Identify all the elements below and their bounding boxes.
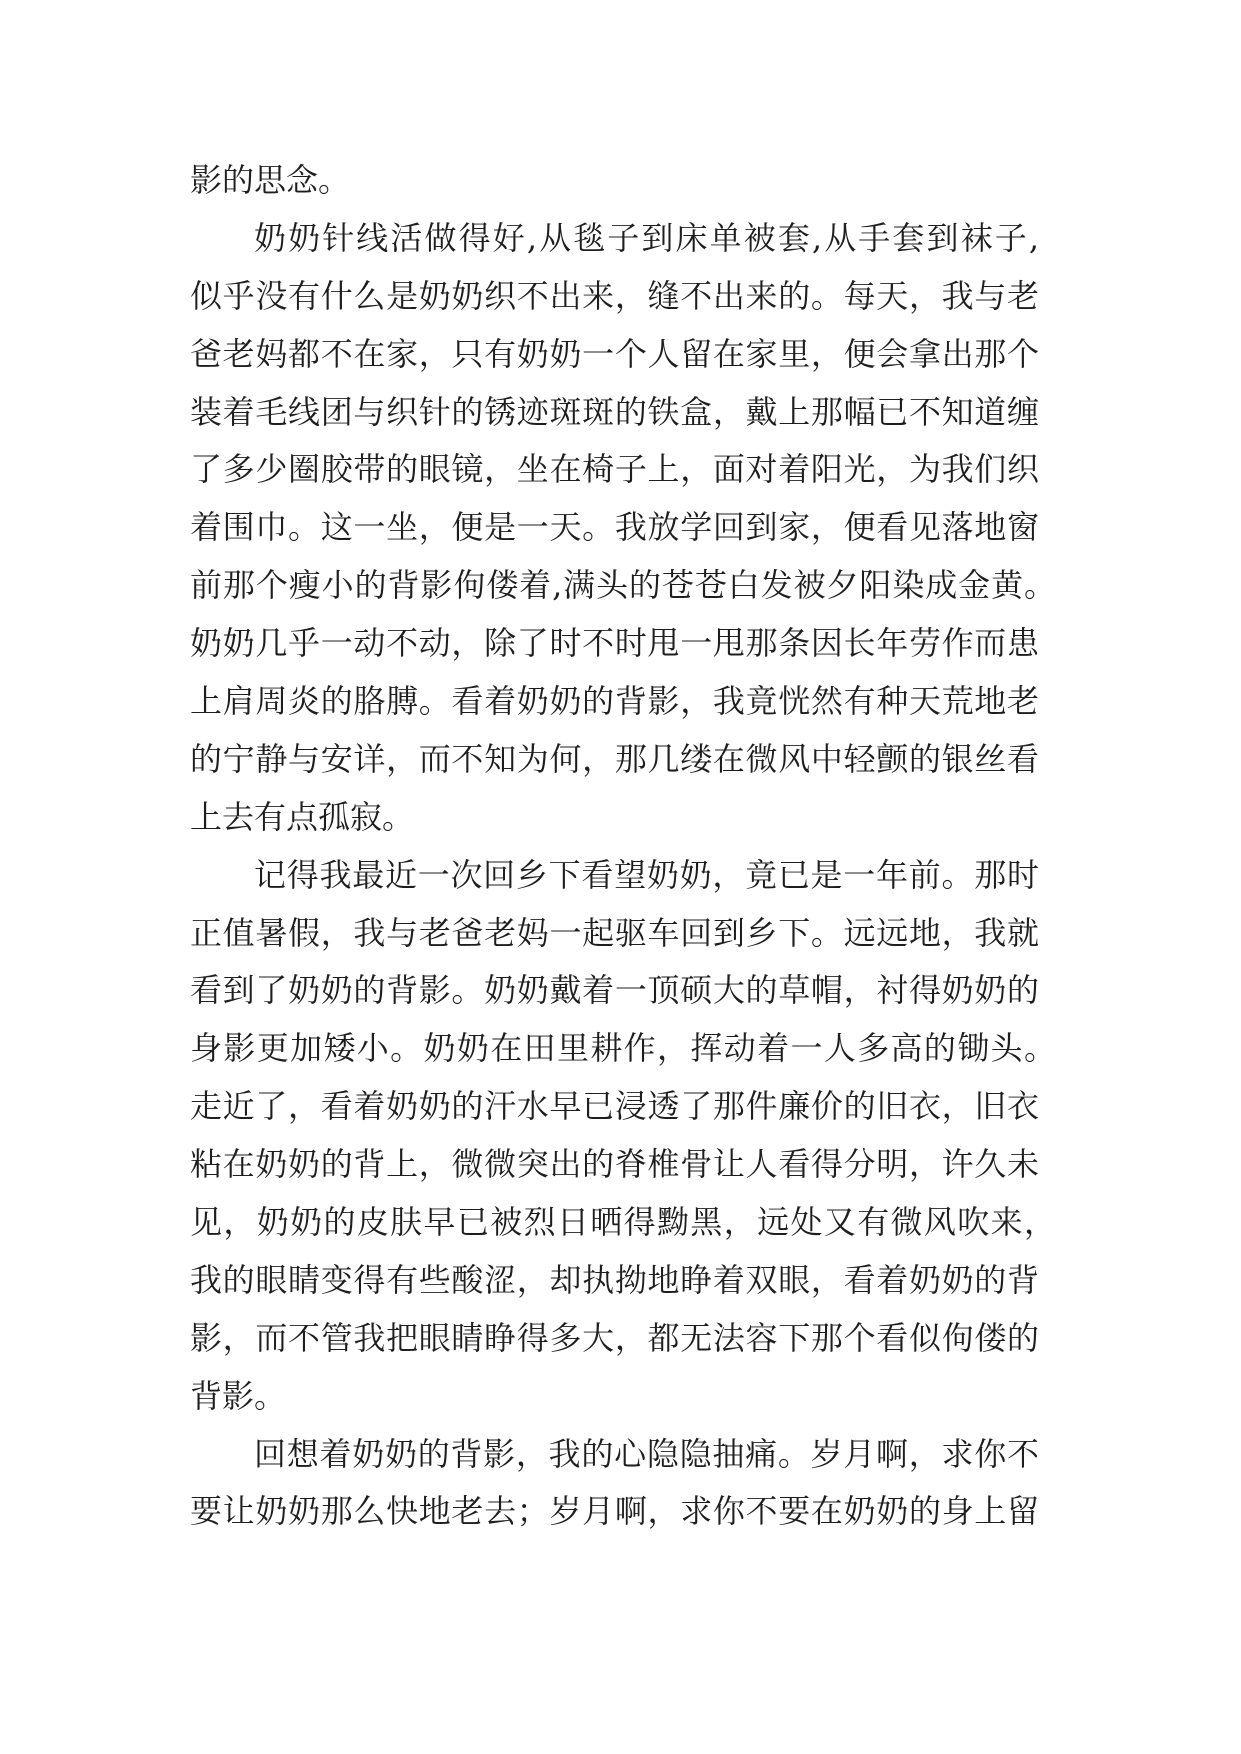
text-line: 我的眼睛变得有些酸涩，却执拗地睁着双眼，看着奶奶的背: [190, 1260, 1039, 1299]
text-line: 上肩周炎的胳膊。看着奶奶的背影，我竟恍然有种天荒地老: [190, 682, 1039, 721]
text-line: 似乎没有什么是奶奶织不出来，缝不出来的。每天，我与老: [190, 276, 1039, 315]
text-line: 要让奶奶那么快地老去；岁月啊，求你不要在奶奶的身上留: [190, 1492, 1039, 1531]
text-line: 记得我最近一次回乡下看望奶奶，竟已是一年前。那时: [254, 855, 1039, 894]
text-line: 回想着奶奶的背影，我的心隐隐抽痛。岁月啊，求你不: [254, 1434, 1039, 1473]
text-line: 正值暑假，我与老爸老妈一起驱车回到乡下。远远地，我就: [190, 913, 1039, 952]
paragraph: [190, 1426, 1060, 1542]
text-line: 着围巾。这一坐，便是一天。我放学回到家，便看见落地窗: [190, 508, 1039, 547]
paragraph: [190, 210, 1060, 847]
text-line: 看到了奶奶的背影。奶奶戴着一顶硕大的草帽，衬得奶奶的: [190, 971, 1039, 1010]
text-line: 前那个瘦小的背影佝偻着,满头的苍苍白发被夕阳染成金黄。: [190, 566, 1056, 605]
text-line: 见，奶奶的皮肤早已被烈日晒得黝黑，远处又有微风吹来，: [190, 1203, 1056, 1242]
text-line: 上去有点孤寂。: [190, 797, 415, 836]
text-line: 奶奶几乎一动不动，除了时不时甩一甩那条因长年劳作而患: [190, 624, 1039, 663]
text-line: 影，而不管我把眼睛睁得多大，都无法容下那个看似佝偻的: [190, 1318, 1039, 1357]
text-line: 背影。: [190, 1376, 287, 1415]
paragraph: [190, 847, 1060, 1426]
text-line: 走近了，看着奶奶的汗水早已浸透了那件廉价的旧衣，旧衣: [190, 1087, 1039, 1126]
document-body: [190, 152, 1060, 1541]
text-line: 身影更加矮小。奶奶在田里耕作，挥动着一人多高的锄头。: [190, 1029, 1056, 1068]
text-line: 粘在奶奶的背上，微微突出的脊椎骨让人看得分明，许久未: [190, 1145, 1039, 1184]
text-line: 的宁静与安详，而不知为何，那几缕在微风中轻颤的银丝看: [190, 739, 1039, 778]
text-line: 奶奶针线活做得好,从毯子到床单被套,从手套到袜子,: [254, 218, 1039, 257]
paragraph: [190, 152, 1060, 210]
text-line: 装着毛线团与织针的锈迹斑斑的铁盒，戴上那幅已不知道缠: [190, 392, 1039, 431]
text-line: 影的思念。: [190, 161, 351, 199]
text-line: 爸老妈都不在家，只有奶奶一个人留在家里，便会拿出那个: [190, 334, 1039, 373]
text-line: 了多少圈胶带的眼镜，坐在椅子上，面对着阳光，为我们织: [190, 450, 1039, 489]
